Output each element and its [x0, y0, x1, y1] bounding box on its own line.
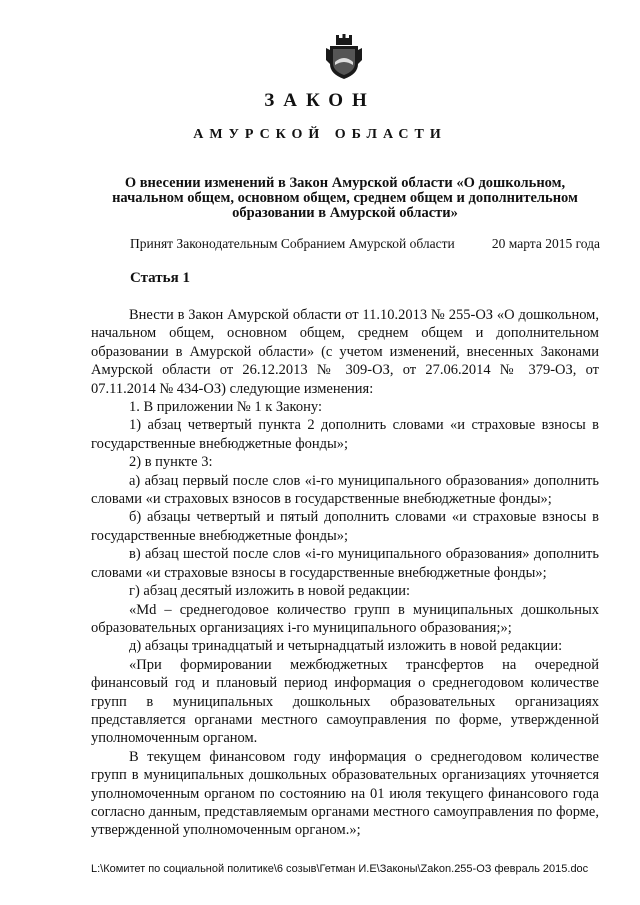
article-title: Статья 1: [130, 270, 190, 286]
coat-of-arms-icon: [324, 34, 364, 80]
document-title: ЗАКОН: [264, 90, 376, 111]
adoption-text: Принят Законодательным Собранием Амурской области: [130, 236, 455, 251]
article-body: [91, 306, 599, 840]
paragraph: «Мd – среднегодовое количество групп в муниципальных дошкольных образовательных организациях i-го муниципального образования;»;: [91, 601, 599, 636]
paragraph: д) абзацы тринадцатый и четырнадцатый изложить в новой редакции:: [129, 638, 563, 655]
paragraph: «При формировании межбюджетных трансфертов на очередной финансовый год и плановый период информация о среднегодовом количестве групп в муниципальных дошкольных образовательных организациях представляется органами местного самоуправления по форме, утвержденной уполномоченным органом.: [91, 656, 599, 747]
adoption-date: 20 марта 2015 года: [491, 236, 600, 251]
paragraph: а) абзац первый после слов «i-го муниципального образования» дополнить словами «и страховых взносов в государственные внебюджетные фонды»;: [91, 472, 599, 508]
law-heading: О внесении изменений в Закон Амурской области «О дошкольном, начальном общем, основном общем, среднем общем и дополнительном образовании в Амурской области»: [112, 175, 578, 221]
paragraph: г) абзац десятый изложить в новой редакции:: [129, 583, 410, 600]
paragraph: 2) в пункте 3:: [129, 454, 213, 471]
paragraph: в) абзац шестой после слов «i-го муниципального образования» дополнить словами «и страховые взносы в государственные внебюджетные фонды»;: [91, 546, 599, 581]
adoption-line: [130, 236, 600, 252]
paragraph: 1. В приложении № 1 к Закону:: [129, 399, 322, 416]
paragraph: б) абзацы четвертый и пятый дополнить словами «и страховые взносы в государственные внебюджетные фонды»;: [91, 509, 599, 544]
document-subtitle: АМУРСКОЙ ОБЛАСТИ: [193, 127, 447, 142]
paragraph: 1) абзац четвертый пункта 2 дополнить словами «и страховые взносы в государственные внебюджетные фонды»;: [91, 417, 599, 452]
paragraph: Внести в Закон Амурской области от 11.10.2013 № 255-ОЗ «О дошкольном, начальном общем, основном общем, среднем общем и дополнительном образовании в Амурской области» (с учетом изменений, внесенных Законами Амурской области от 26.12.2013 № 309-ОЗ, от 27.06.2014 № 379-ОЗ, от 07.11.2014 № 434-ОЗ) следующие изменения:: [91, 307, 599, 397]
file-path-footer: L:\Комитет по социальной политике\6 созыв\Гетман И.Е\Законы\Zakon.255-ОЗ февраль 2015.doc: [91, 863, 589, 875]
paragraph: В текущем финансовом году информация о среднегодовом количестве групп в муниципальных дошкольных образовательных организациях уточняется уполномоченным органом по состоянию на 01 июля текущего финансового года согласно данным, представляемым органами местного самоуправления по форме, утвержденной уполномоченным органом.»;: [91, 748, 599, 839]
